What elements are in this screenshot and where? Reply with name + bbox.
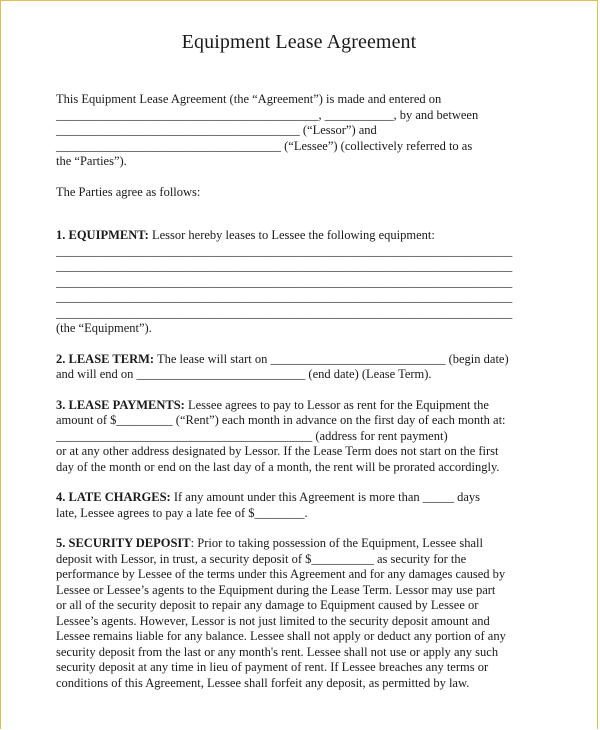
document-body [56, 92, 546, 691]
equipment-blank-line-2: _________________________________________________________________________ [56, 259, 513, 273]
intro-line-1: This Equipment Lease Agreement (the “Agreement”) is made and entered on [56, 92, 442, 106]
intro-line-2: __________________________________________, ___________, by and between [56, 107, 479, 122]
security-deposit-line-4: Lessee or Lessee’s agents to the Equipment during the Lease Term. Lessor may use part [56, 582, 496, 597]
lease-term-line-2: and will end on ___________________________ (end date) (Lease Term). [56, 367, 432, 381]
section-lease-payments-heading: 3. LEASE PAYMENTS: [56, 397, 185, 412]
intro-line-3: _______________________________________ (“Lessor”) and [56, 123, 377, 137]
section-lease-term-text: The lease will start on ____________________________ (begin date) [154, 351, 509, 366]
intro-line-5: the “Parties”). [56, 154, 127, 168]
security-deposit-line-10: conditions of this Agreement, Lessee shall forfeit any deposit, as permitted by law. [56, 675, 470, 690]
section-equipment-heading: 1. EQUIPMENT: [56, 228, 149, 242]
equipment-closing: (the “Equipment”). [56, 321, 152, 335]
section-late-charges-text: If any amount under this Agreement is more than _____ days [170, 490, 481, 504]
section-security-deposit [56, 536, 546, 552]
section-security-deposit-text: : Prior to taking possession of the Equipment, Lessee shall [190, 536, 483, 550]
security-deposit-line-7: Lessee remains liable for any balance. Lessee shall not apply or deduct any portion of any [56, 629, 506, 643]
section-lease-payments-text: Lessee agrees to pay to Lessor as rent for the Equipment the [184, 397, 489, 412]
section-lease-term-heading: 2. LEASE TERM: [56, 351, 155, 366]
intro-line-4: ____________________________________ (“Lessee”) (collectively referred to as [56, 138, 473, 153]
document-title: Equipment Lease Agreement [181, 31, 417, 53]
section-equipment [56, 228, 546, 244]
security-deposit-line-3: performance by Lessee of the terms under this Agreement and for any damages caused by [56, 567, 506, 581]
security-deposit-line-9: security deposit at any time in lieu of payment of rent. If Lessee breaches any terms or [56, 660, 489, 674]
equipment-blank-line-4: _________________________________________________________________________ [56, 290, 513, 304]
section-security-deposit-heading: 5. SECURITY DEPOSIT [56, 536, 191, 550]
section-lease-payments [56, 398, 546, 414]
security-deposit-line-5: or all of the security deposit to repair any damage to Equipment caused by Lessee or [56, 598, 479, 612]
equipment-blank-line-5: _________________________________________________________________________ [56, 305, 513, 320]
lease-payments-line-4: or at any other address designated by Lessor. If the Lease Term does not start on the first [56, 444, 499, 458]
security-deposit-line-2: deposit with Lessor, in trust, a security deposit of $__________ as security for the [56, 551, 467, 566]
late-charges-line-2: late, Lessee agrees to pay a late fee of $________. [56, 505, 308, 520]
lease-payments-line-5: day of the month or end on the last day of a month, the rent will be prorated accordingly. [56, 459, 500, 474]
lease-payments-line-3: _________________________________________ (address for rent payment) [56, 428, 448, 443]
section-equipment-text: Lessor hereby leases to Lessee the following equipment: [148, 228, 435, 242]
section-late-charges-heading: 4. LATE CHARGES: [56, 490, 171, 504]
security-deposit-line-6: Lessee’s agents. However, Lessor is not just limited to the security deposit amount and [56, 613, 490, 628]
parties-agree: The Parties agree as follows: [56, 184, 201, 199]
section-late-charges [56, 490, 546, 506]
security-deposit-line-8: security deposit from the last or any month's rent. Lessee shall not use or apply any such [56, 644, 499, 659]
equipment-blank-line-3: _________________________________________________________________________ [56, 274, 513, 289]
lease-payments-line-2: amount of $_________ (“Rent”) each month in advance on the first day of each month at: [56, 413, 506, 427]
section-lease-term [56, 352, 546, 368]
equipment-blank-line-1: _________________________________________________________________________ [56, 243, 513, 258]
